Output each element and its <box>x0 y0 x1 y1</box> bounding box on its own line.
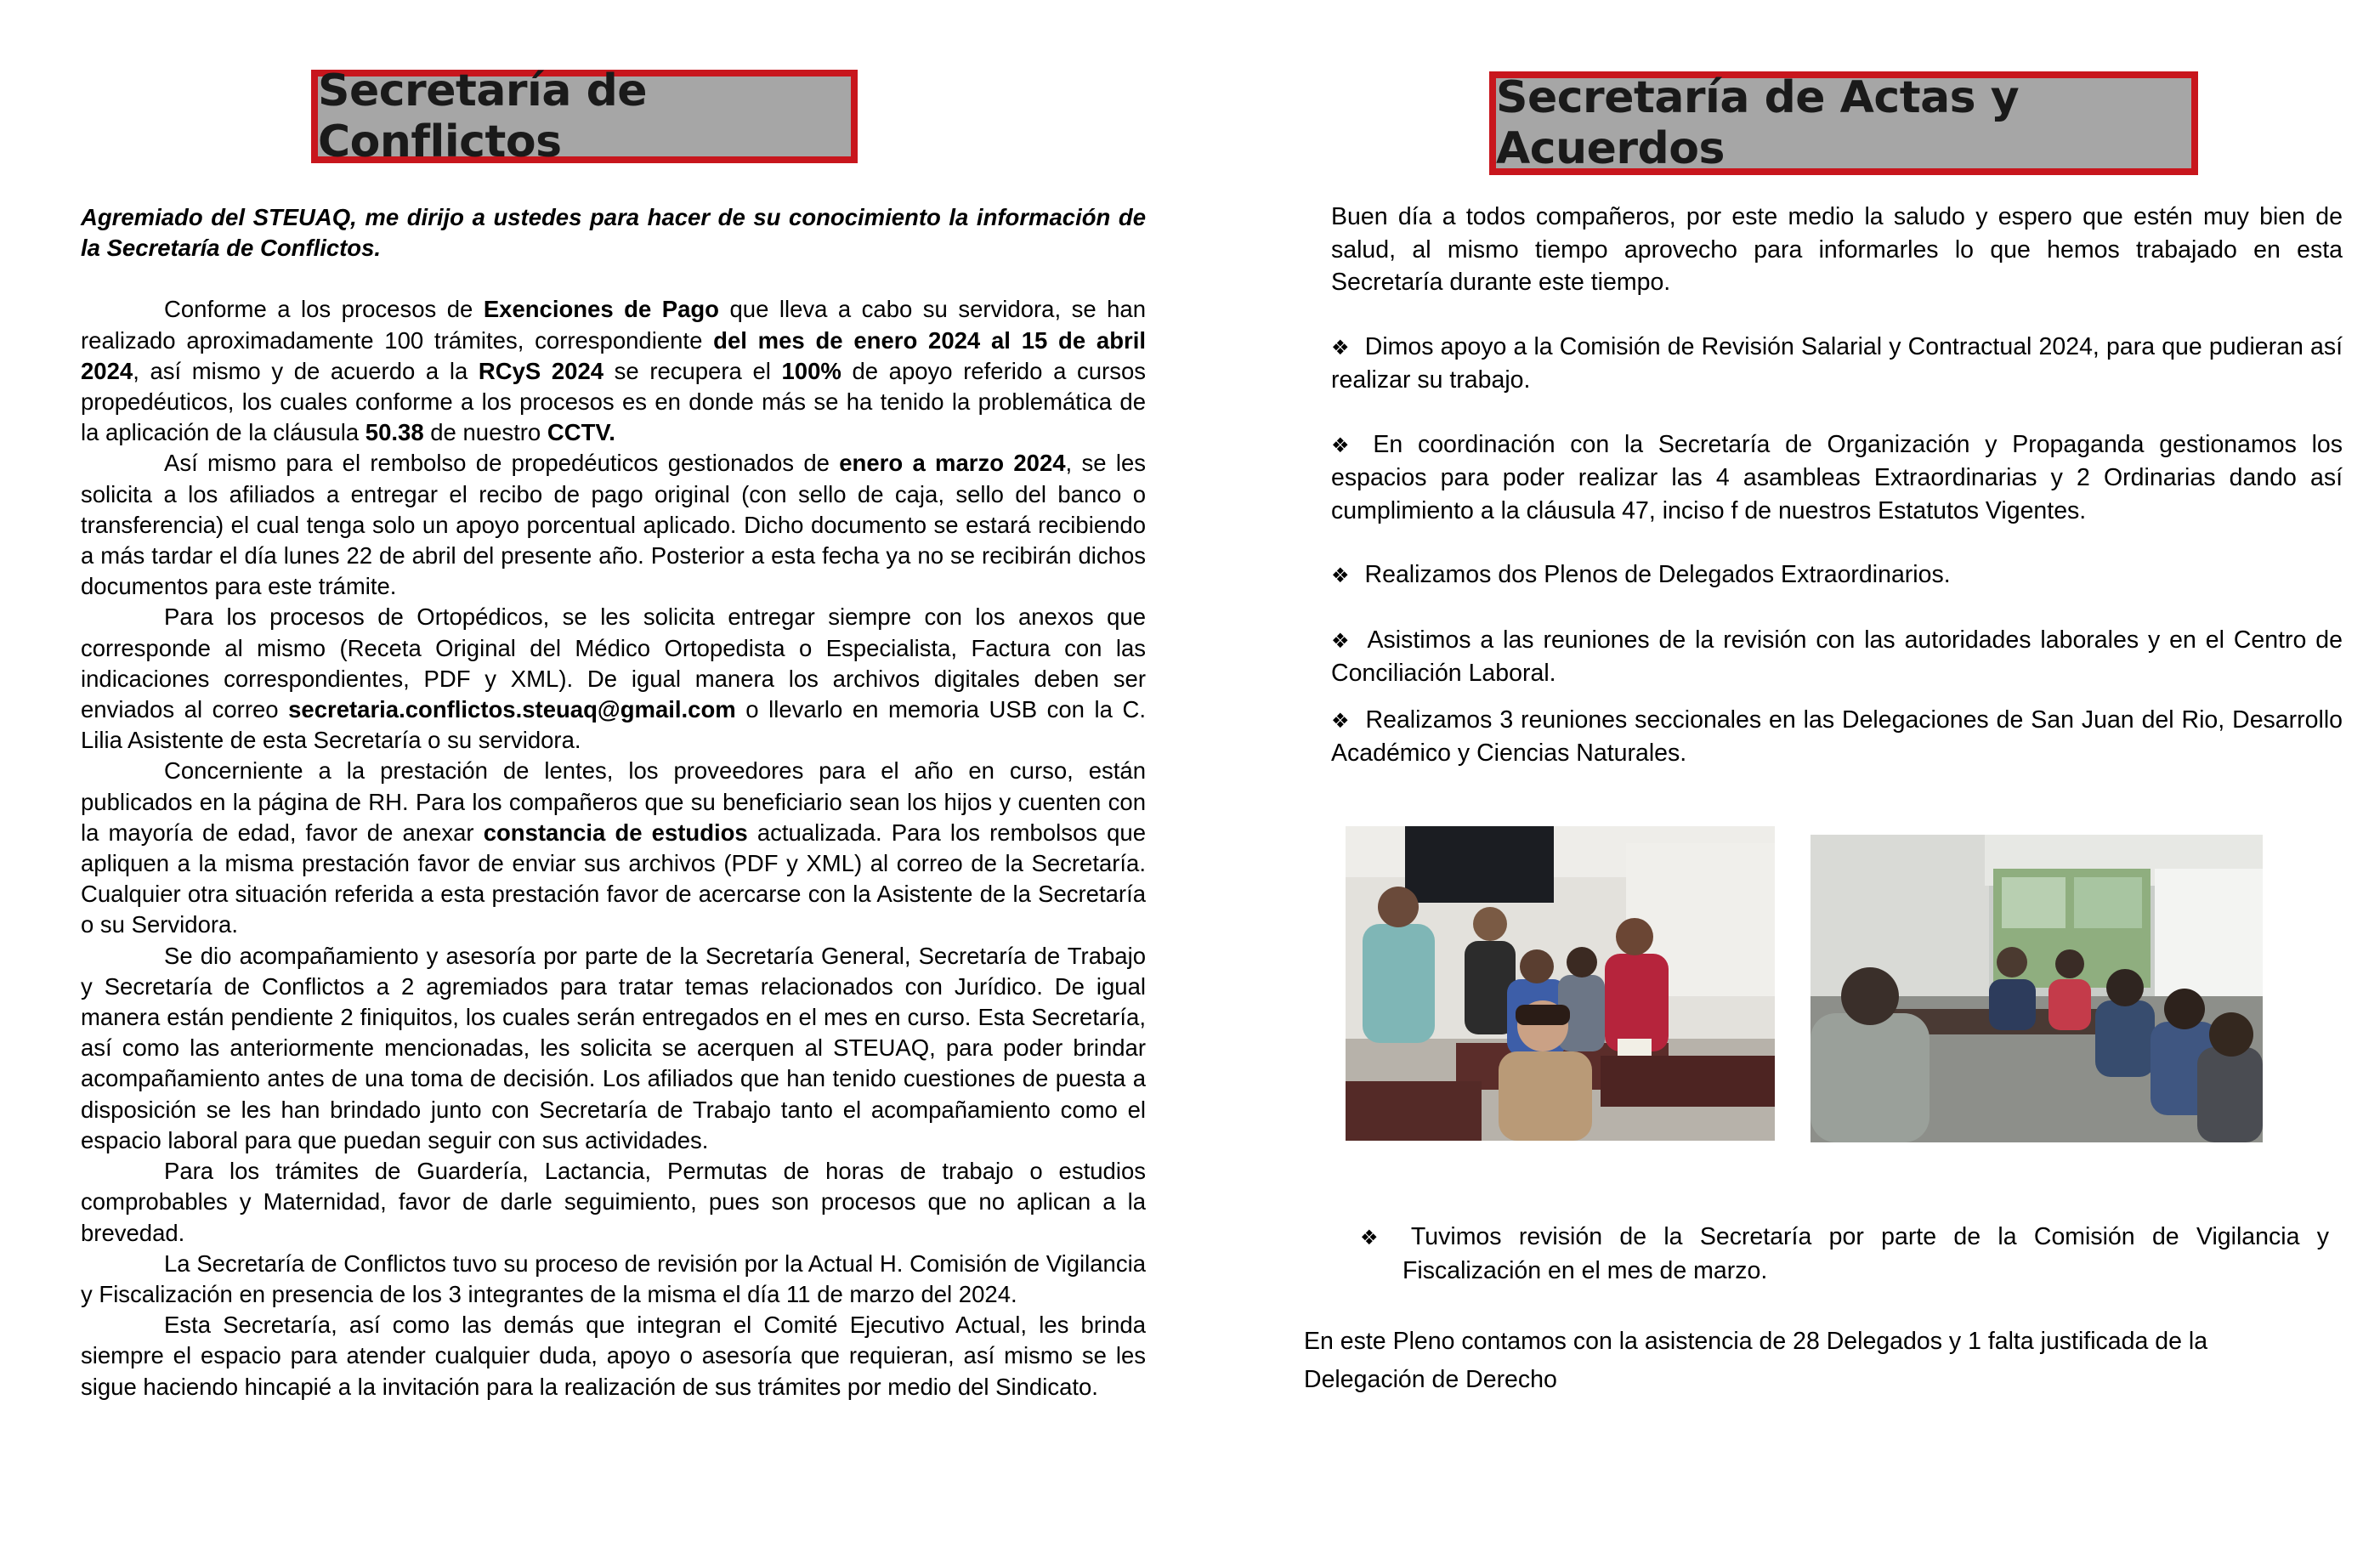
list-item: ❖ En coordinación con la Secretaría de Organización y Propaganda gestionamos los espacios para poder realizar las 4 asambleas Extraordinarias y 2 Ordinarias dando así cumplimiento a la cláusula 47, inciso f de nuestros Estatutos Vigentes. <box>1331 430 2343 524</box>
meeting-photo-2-image <box>1810 835 2263 1142</box>
left-intro: Agremiado del STEUAQ, me dirijo a ustedes para hacer de su conocimiento la información de la Secretaría de Conflictos. <box>81 204 1146 262</box>
right-closing: En este Pleno contamos con la asistencia de 28 Delegados y 1 falta justificada de la Delegación de Derecho <box>1304 1328 2208 1393</box>
paragraph-ortopedicos: Para los procesos de Ortopédicos, se les solicita entregar siempre con los anexos que corresponde al mismo (Receta Original del Médico Ortopedista o Especialista, Factura con las indicaciones correspondientes, PDF y XML). De igual manera los archivos digitales deben ser enviados al correo secretaria.conflictos.steuaq@gmail.com o llevarlo en memoria USB con la C. Lilia Asistente de esta Secretaría o su servidora. <box>81 604 1146 754</box>
meeting-photo-1-image <box>1346 826 1775 1141</box>
diamond-bullet-icon: ❖ <box>1331 564 1350 587</box>
list-item: ❖ Realizamos 3 reuniones seccionales en las Delegaciones de San Juan del Rio, Desarrollo Académico y Ciencias Naturales. <box>1331 706 2343 767</box>
right-section-title: Secretaría de Actas y Acuerdos <box>1489 71 2198 175</box>
paragraph-exenciones: Conforme a los procesos de Exenciones de Pago que lleva a cabo su servidora, se han realizado aproximadamente 100 trámites, correspondiente del mes de enero 2024 al 15 de abril 2024, así mismo y de acuerdo a la RCyS 2024 se recupera el 100% de apoyo referido a cursos propedéuticos, los cuales conforme a los procesos es en donde más se ha tenido la problemática de la aplicación de la cláusula 50.38 de nuestro CCTV. <box>81 296 1147 446</box>
left-section-title: Secretaría de Conflictos <box>311 70 858 163</box>
paragraph-propedeuticos: Así mismo para el rembolso de propedéuticos gestionados de enero a marzo 2024, se les solicita a los afiliados a entregar el recibo de pago original (con sello de caja, sello del banco o transferencia) el cual tenga solo un apoyo porcentual aplicado. Dicho documento se estará recibiendo a más tardar el día lunes 22 de abril del presente año. Posterior a esta fecha ya no se recibirán dichos documentos para este trámite. <box>81 450 1146 600</box>
paragraph-lentes: Concerniente a la prestación de lentes, los proveedores para el año en curso, están publicados en la página de RH. Para los compañeros que su beneficiario sean los hijos y cuenten con la mayoría de edad, favor de anexar constancia de estudios actualizada. Para los rembolsos que apliquen a la misma prestación favor de enviar sus archivos (PDF y XML) al correo de la Secretaría. Cualquier otra situación referida a esta prestación favor de acercarse con la Asistente de la Secretaría o su Servidora. <box>81 757 1146 938</box>
diamond-bullet-icon: ❖ <box>1331 708 1351 733</box>
right-tail <box>1360 1221 2329 1287</box>
paragraph-acompanamiento: Se dio acompañamiento y asesoría por parte de la Secretaría General, Secretaría de Trabajo y Secretaría de Conflictos a 2 agremiados para tratar temas relacionados con Jurídico. De igual manera están pendiente 2 finiquitos, los cuales serán entregados en el mes en curso. Esta Secretaría, así como las anteriormente mencionadas, les solicita se acerquen al STEUAQ, para poder brindar acompañamiento antes de una toma de decisión. Los afiliados que han tenido cuestiones de puesta a disposición se les han brindado junto con Secretaría de Trabajo tanto el acompañamiento como el espacio laboral para que puedan seguir con sus actividades. <box>81 942 1146 1153</box>
paragraph-closing: Esta Secretaría, así como las demás que integran el Comité Ejecutivo Actual, les brinda siempre el espacio para atender cualquier duda, apoyo o asesoría que requieran, así mismo se les sigue haciendo hincapié a la invitación para la realización de sus trámites por medio del Sindicato. <box>81 1312 1146 1400</box>
right-body <box>1331 201 2343 770</box>
diamond-bullet-icon: ❖ <box>1360 1226 1389 1250</box>
diamond-bullet-icon: ❖ <box>1331 335 1350 360</box>
meeting-photo-1 <box>1346 826 1775 1141</box>
list-item: ❖ Realizamos dos Plenos de Delegados Extraordinarios. <box>1331 561 1951 588</box>
diamond-bullet-icon: ❖ <box>1331 433 1358 457</box>
right-intro: Buen día a todos compañeros, por este medio la saludo y espero que estén muy bien de salud, al mismo tiempo aprovecho para informarles lo que hemos trabajado en esta Secretaría durante este tiempo. <box>1331 203 2343 296</box>
email-link[interactable]: secretaria.conflictos.steuaq@gmail.com <box>288 696 736 723</box>
list-item: ❖ Tuvimos revisión de la Secretaría por parte de la Comisión de Vigilancia y Fiscalización en el mes de marzo. <box>1360 1223 2329 1284</box>
left-body <box>81 202 1146 1402</box>
list-item: ❖ Dimos apoyo a la Comisión de Revisión Salarial y Contractual 2024, para que pudieran así realizar su trabajo. <box>1331 332 2343 394</box>
paragraph-revision: La Secretaría de Conflictos tuvo su proceso de revisión por la Actual H. Comisión de Vigilancia y Fiscalización en presencia de los 3 integrantes de la misma el día 11 de marzo del 2024. <box>81 1250 1146 1307</box>
diamond-bullet-icon: ❖ <box>1331 628 1352 653</box>
paragraph-guarderia: Para los trámites de Guardería, Lactancia, Permutas de horas de trabajo o estudios comprobables y Maternidad, favor de darle seguimiento, pues son procesos que no aplican a la brevedad. <box>81 1158 1146 1246</box>
meeting-photo-2 <box>1810 835 2263 1142</box>
list-item: ❖ Asistimos a las reuniones de la revisión con las autoridades laborales y en el Centro de Conciliación Laboral. <box>1331 626 2343 687</box>
